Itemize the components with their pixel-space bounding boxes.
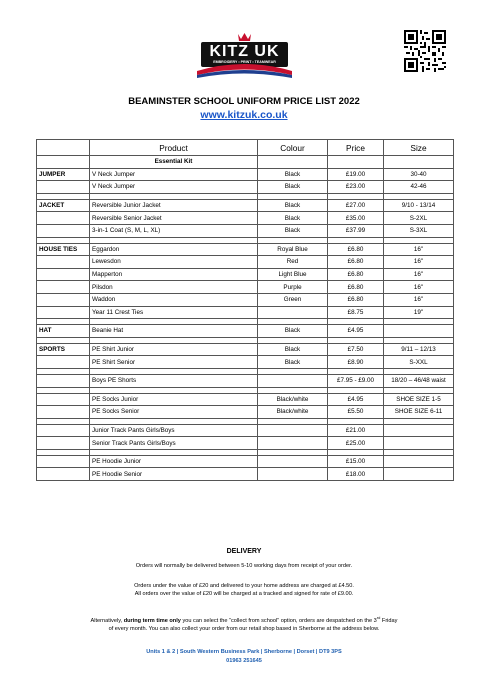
row-colour: Green xyxy=(258,293,328,306)
row-price: £4.95 xyxy=(328,325,384,338)
delivery-heading: DELIVERY xyxy=(226,548,262,555)
row-price: £37.99 xyxy=(328,224,384,237)
row-category: SPORTS xyxy=(37,343,90,356)
row-size: 42-46 xyxy=(384,181,454,194)
row-price: £27.00 xyxy=(328,199,384,212)
delivery-charge-over-20: All orders over the value of £20 will be charged at a tracked and signed for rate of £9.00. xyxy=(134,591,354,598)
row-product: PE Socks Senior xyxy=(90,406,258,419)
table-row xyxy=(37,424,454,437)
table-row xyxy=(37,343,454,356)
row-category xyxy=(37,268,90,281)
table-row xyxy=(37,356,454,369)
row-price: £8.90 xyxy=(328,356,384,369)
row-colour xyxy=(258,468,328,481)
footer-phone: 01963 251645 xyxy=(226,657,262,664)
row-product: V Neck Jumper xyxy=(90,168,258,181)
row-colour xyxy=(258,306,328,319)
row-colour: Black xyxy=(258,343,328,356)
row-size: 30-40 xyxy=(384,168,454,181)
row-product: Mapperton xyxy=(90,268,258,281)
row-category xyxy=(37,256,90,269)
row-size: S-XXL xyxy=(384,356,454,369)
row-colour: Black xyxy=(258,356,328,369)
row-category xyxy=(37,281,90,294)
row-colour: Light Blue xyxy=(258,268,328,281)
qr-code-icon xyxy=(404,30,446,72)
row-colour: Black xyxy=(258,325,328,338)
term-time-bold: during term time only xyxy=(123,617,181,624)
row-price: £6.80 xyxy=(328,243,384,256)
delivery-paragraph-1: Orders will normally be delivered between 5-10 working days from receipt of your order. xyxy=(135,563,353,569)
row-price: £6.80 xyxy=(328,293,384,306)
row-product: 3-in-1 Coat (S, M, L, XL) xyxy=(90,224,258,237)
row-product: PE Shirt Senior xyxy=(90,356,258,369)
row-size xyxy=(384,455,454,468)
row-colour: Black/white xyxy=(258,393,328,406)
row-category xyxy=(37,455,90,468)
row-colour xyxy=(258,424,328,437)
row-category xyxy=(37,293,90,306)
logo-tagline: EMBROIDERY • PRINT • TEAMWEAR xyxy=(213,60,276,64)
header-product: Product xyxy=(90,140,258,156)
row-colour xyxy=(258,455,328,468)
row-size xyxy=(384,325,454,338)
row-price: £6.80 xyxy=(328,281,384,294)
subheader-row xyxy=(37,156,454,169)
row-colour: Black xyxy=(258,224,328,237)
row-category xyxy=(37,374,90,387)
row-product: Senior Track Pants Girls/Boys xyxy=(90,437,258,450)
logo-brand-text: KITZ UK xyxy=(209,43,280,60)
row-product: Waddon xyxy=(90,293,258,306)
row-size: 19" xyxy=(384,306,454,319)
row-size: SHOE SIZE 1-5 xyxy=(384,393,454,406)
table-row xyxy=(37,268,454,281)
table-row xyxy=(37,468,454,481)
row-product: Reversible Senior Jacket xyxy=(90,212,258,225)
table-row xyxy=(37,256,454,269)
row-size xyxy=(384,437,454,450)
row-category xyxy=(37,468,90,481)
row-product: PE Hoodie Junior xyxy=(90,455,258,468)
row-price: £8.75 xyxy=(328,306,384,319)
row-product: V Neck Jumper xyxy=(90,181,258,194)
row-price: £15.00 xyxy=(328,455,384,468)
row-size: 9/11 – 12/13 xyxy=(384,343,454,356)
website-link[interactable]: www.kitzuk.co.uk xyxy=(200,109,288,121)
table-header-row xyxy=(37,140,454,156)
row-category: JACKET xyxy=(37,199,90,212)
row-colour: Black xyxy=(258,181,328,194)
row-price: £7.50 xyxy=(328,343,384,356)
table-row xyxy=(37,199,454,212)
table-row xyxy=(37,281,454,294)
row-category xyxy=(37,356,90,369)
row-price: £6.80 xyxy=(328,268,384,281)
table-row xyxy=(37,325,454,338)
row-category xyxy=(37,437,90,450)
row-price: £19.00 xyxy=(328,168,384,181)
row-colour: Purple xyxy=(258,281,328,294)
row-size: 16" xyxy=(384,268,454,281)
row-category xyxy=(37,406,90,419)
table-row xyxy=(37,293,454,306)
row-colour: Black xyxy=(258,199,328,212)
row-colour: Red xyxy=(258,256,328,269)
row-category xyxy=(37,306,90,319)
row-product: PE Socks Junior xyxy=(90,393,258,406)
table-row xyxy=(37,393,454,406)
subheader-essential-kit: Essential Kit xyxy=(90,156,258,169)
table-body xyxy=(37,156,454,481)
table-row xyxy=(37,455,454,468)
row-colour xyxy=(258,374,328,387)
ordinal-suffix: rd xyxy=(376,615,381,620)
row-size: 9/10 - 13/14 xyxy=(384,199,454,212)
row-product: Boys PE Shorts xyxy=(90,374,258,387)
header-price: Price xyxy=(328,140,384,156)
page-title: BEAMINSTER SCHOOL UNIFORM PRICE LIST 2022 xyxy=(128,96,360,107)
table-row xyxy=(37,374,454,387)
row-price: £21.00 xyxy=(328,424,384,437)
row-price: £25.00 xyxy=(328,437,384,450)
collect-text-line-2: of every month. You can also collect your order from our retail shop based in Sherborne at the address below. xyxy=(108,626,380,633)
header-colour: Colour xyxy=(258,140,328,156)
table-row xyxy=(37,243,454,256)
row-product: Junior Track Pants Girls/Boys xyxy=(90,424,258,437)
row-category: HOUSE TIES xyxy=(37,243,90,256)
row-size xyxy=(384,424,454,437)
header-category xyxy=(37,140,90,156)
row-product: Eggardon xyxy=(90,243,258,256)
row-product: Lewesdon xyxy=(90,256,258,269)
kitz-uk-logo xyxy=(197,31,292,81)
row-category xyxy=(37,224,90,237)
row-colour: Black xyxy=(258,168,328,181)
row-size xyxy=(384,468,454,481)
row-product: Year 11 Crest Ties xyxy=(90,306,258,319)
table-row xyxy=(37,406,454,419)
row-category: JUMPER xyxy=(37,168,90,181)
row-category xyxy=(37,393,90,406)
table-row xyxy=(37,437,454,450)
row-size: 16" xyxy=(384,293,454,306)
row-colour: Black/white xyxy=(258,406,328,419)
row-category xyxy=(37,181,90,194)
table-row xyxy=(37,212,454,225)
row-price: £35.00 xyxy=(328,212,384,225)
row-price: £7.95 - £9.00 xyxy=(328,374,384,387)
header-size: Size xyxy=(384,140,454,156)
row-price: £23.00 xyxy=(328,181,384,194)
row-size: S-3XL xyxy=(384,224,454,237)
row-category xyxy=(37,424,90,437)
footer-address-line: Units 1 & 2 | South Western Business Park | Sherborne | Dorset | DT9 3PS xyxy=(146,649,342,655)
row-category xyxy=(37,212,90,225)
price-table xyxy=(36,139,454,481)
delivery-paragraph-2 xyxy=(20,582,468,599)
row-size: SHOE SIZE 6-11 xyxy=(384,406,454,419)
row-price: £5.50 xyxy=(328,406,384,419)
row-product: PE Shirt Junior xyxy=(90,343,258,356)
row-size: S-2XL xyxy=(384,212,454,225)
row-product: Reversible Junior Jacket xyxy=(90,199,258,212)
footer-address xyxy=(0,648,488,665)
row-size: 16" xyxy=(384,281,454,294)
row-size: 16" xyxy=(384,256,454,269)
row-product: Pilsdon xyxy=(90,281,258,294)
row-price: £18.00 xyxy=(328,468,384,481)
row-product: Beanie Hat xyxy=(90,325,258,338)
table-row xyxy=(37,224,454,237)
table-row xyxy=(37,181,454,194)
delivery-charge-under-20: Orders under the value of £20 and delivered to your home address are charged at £4.50. xyxy=(134,583,354,589)
row-size: 18/20 – 46/48 waist xyxy=(384,374,454,387)
row-price: £4.95 xyxy=(328,393,384,406)
row-product: PE Hoodie Senior xyxy=(90,468,258,481)
collect-text-mid: you can select the “collect from school” option, orders are despatched on the 3 xyxy=(180,617,377,624)
table-row xyxy=(37,306,454,319)
collect-text-post: Friday xyxy=(380,617,398,624)
row-colour xyxy=(258,437,328,450)
table-row xyxy=(37,168,454,181)
collect-text-pre: Alternatively, xyxy=(90,617,124,624)
row-category: HAT xyxy=(37,325,90,338)
row-colour: Black xyxy=(258,212,328,225)
delivery-paragraph-3 xyxy=(6,614,482,634)
row-size: 16" xyxy=(384,243,454,256)
row-colour: Royal Blue xyxy=(258,243,328,256)
row-price: £6.80 xyxy=(328,256,384,269)
